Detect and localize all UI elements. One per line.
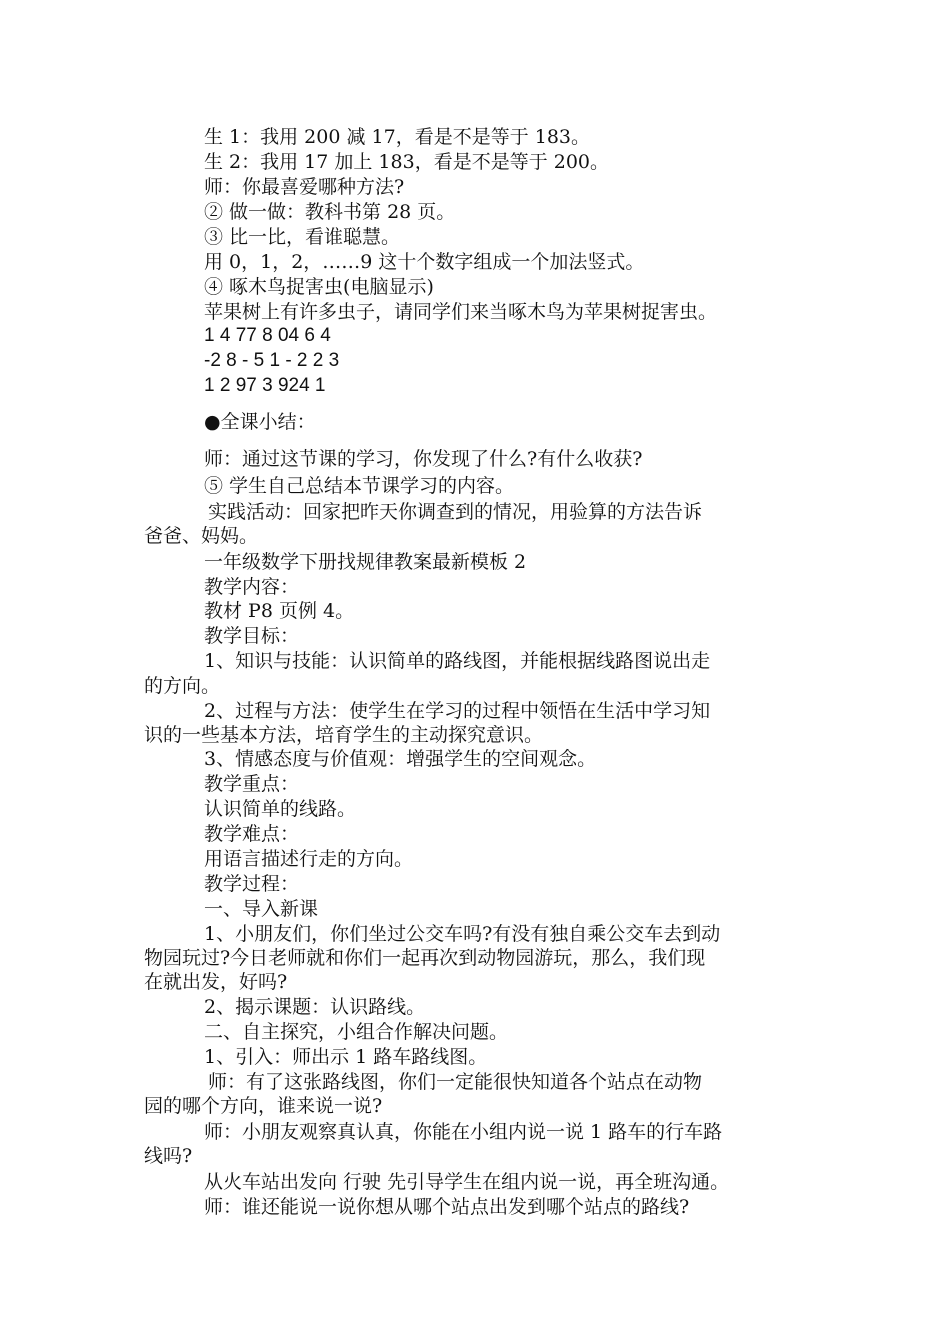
text-line: 教学目标： bbox=[204, 625, 300, 647]
document-title: 一年级数学下册找规律教案最新模板 2 bbox=[204, 551, 527, 573]
text-line: 认识简单的线路。 bbox=[204, 798, 357, 820]
text-line: 爸爸、妈妈。 bbox=[144, 525, 259, 547]
text-line: 线吗? bbox=[144, 1145, 193, 1167]
text-line: 二、自主探究，小组合作解决问题。 bbox=[204, 1021, 509, 1043]
text-line: ③ 比一比，看谁聪慧。 bbox=[204, 226, 401, 248]
text-line: 一、导入新课 bbox=[204, 898, 319, 920]
text-line: 物园玩过?今日老师就和你们一起再次到动物园游玩，那么，我们现 bbox=[144, 947, 706, 969]
text-line: ⑤ 学生自己总结本节课学习的内容。 bbox=[204, 475, 515, 497]
text-line: 用 0，1，2，……9 这十个数字组成一个加法竖式。 bbox=[204, 251, 645, 273]
text-line: 生 1：我用 200 减 17，看是不是等于 183。 bbox=[204, 126, 590, 148]
text-line: 从火车站出发向 行驶 先引导学生在组内说一说，再全班沟通。 bbox=[204, 1171, 730, 1193]
text-line: 教学重点： bbox=[204, 773, 300, 795]
math-row: -2 8 - 5 1 - 2 2 3 bbox=[204, 350, 340, 371]
text-line: ② 做一做：教科书第 28 页。 bbox=[204, 201, 456, 223]
text-line: 1、小朋友们，你们坐过公交车吗?有没有独自乘公交车去到动 bbox=[204, 923, 721, 945]
section-heading: ●全课小结： bbox=[204, 411, 316, 433]
text-line: 教学内容： bbox=[204, 576, 300, 598]
text-line: ④ 啄木鸟捉害虫(电脑显示) bbox=[204, 276, 434, 298]
text-line: 师：你最喜爱哪种方法? bbox=[204, 176, 405, 198]
text-line: 生 2：我用 17 加上 183，看是不是等于 200。 bbox=[204, 151, 609, 173]
text-line: 2、揭示课题：认识路线。 bbox=[204, 996, 426, 1018]
text-line: 教材 P8 页例 4。 bbox=[204, 600, 355, 622]
text-line: 园的哪个方向，谁来说一说? bbox=[144, 1095, 383, 1117]
text-line: 的方向。 bbox=[144, 675, 221, 697]
text-line: 苹果树上有许多虫子，请同学们来当啄木鸟为苹果树捉害虫。 bbox=[204, 301, 718, 323]
text-line: 师：通过这节课的学习，你发现了什么?有什么收获? bbox=[204, 448, 643, 470]
text-line: 师：小朋友观察真认真，你能在小组内说一说 1 路车的行车路 bbox=[204, 1121, 723, 1143]
math-row: 1 4 77 8 04 6 4 bbox=[204, 325, 331, 346]
text-line: 3、情感态度与价值观：增强学生的空间观念。 bbox=[204, 748, 597, 770]
math-row: 1 2 97 3 924 1 bbox=[204, 375, 326, 396]
text-line: 实践活动：回家把昨天你调查到的情况，用验算的方法告诉 bbox=[208, 501, 703, 523]
text-line: 师：有了这张路线图，你们一定能很快知道各个站点在动物 bbox=[208, 1071, 703, 1093]
text-line: 2、过程与方法：使学生在学习的过程中领悟在生活中学习知 bbox=[204, 700, 711, 722]
text-line: 1、引入：师出示 1 路车路线图。 bbox=[204, 1046, 488, 1068]
text-line: 教学过程： bbox=[204, 873, 300, 895]
text-line: 在就出发，好吗? bbox=[144, 971, 288, 993]
text-line: 用语言描述行走的方向。 bbox=[204, 848, 414, 870]
text-line: 师：谁还能说一说你想从哪个站点出发到哪个站点的路线? bbox=[204, 1196, 690, 1218]
text-line: 识的一些基本方法，培育学生的主动探究意识。 bbox=[144, 724, 544, 746]
text-line: 1、知识与技能：认识简单的路线图，并能根据线路图说出走 bbox=[204, 650, 711, 672]
text-line: 教学难点： bbox=[204, 823, 300, 845]
